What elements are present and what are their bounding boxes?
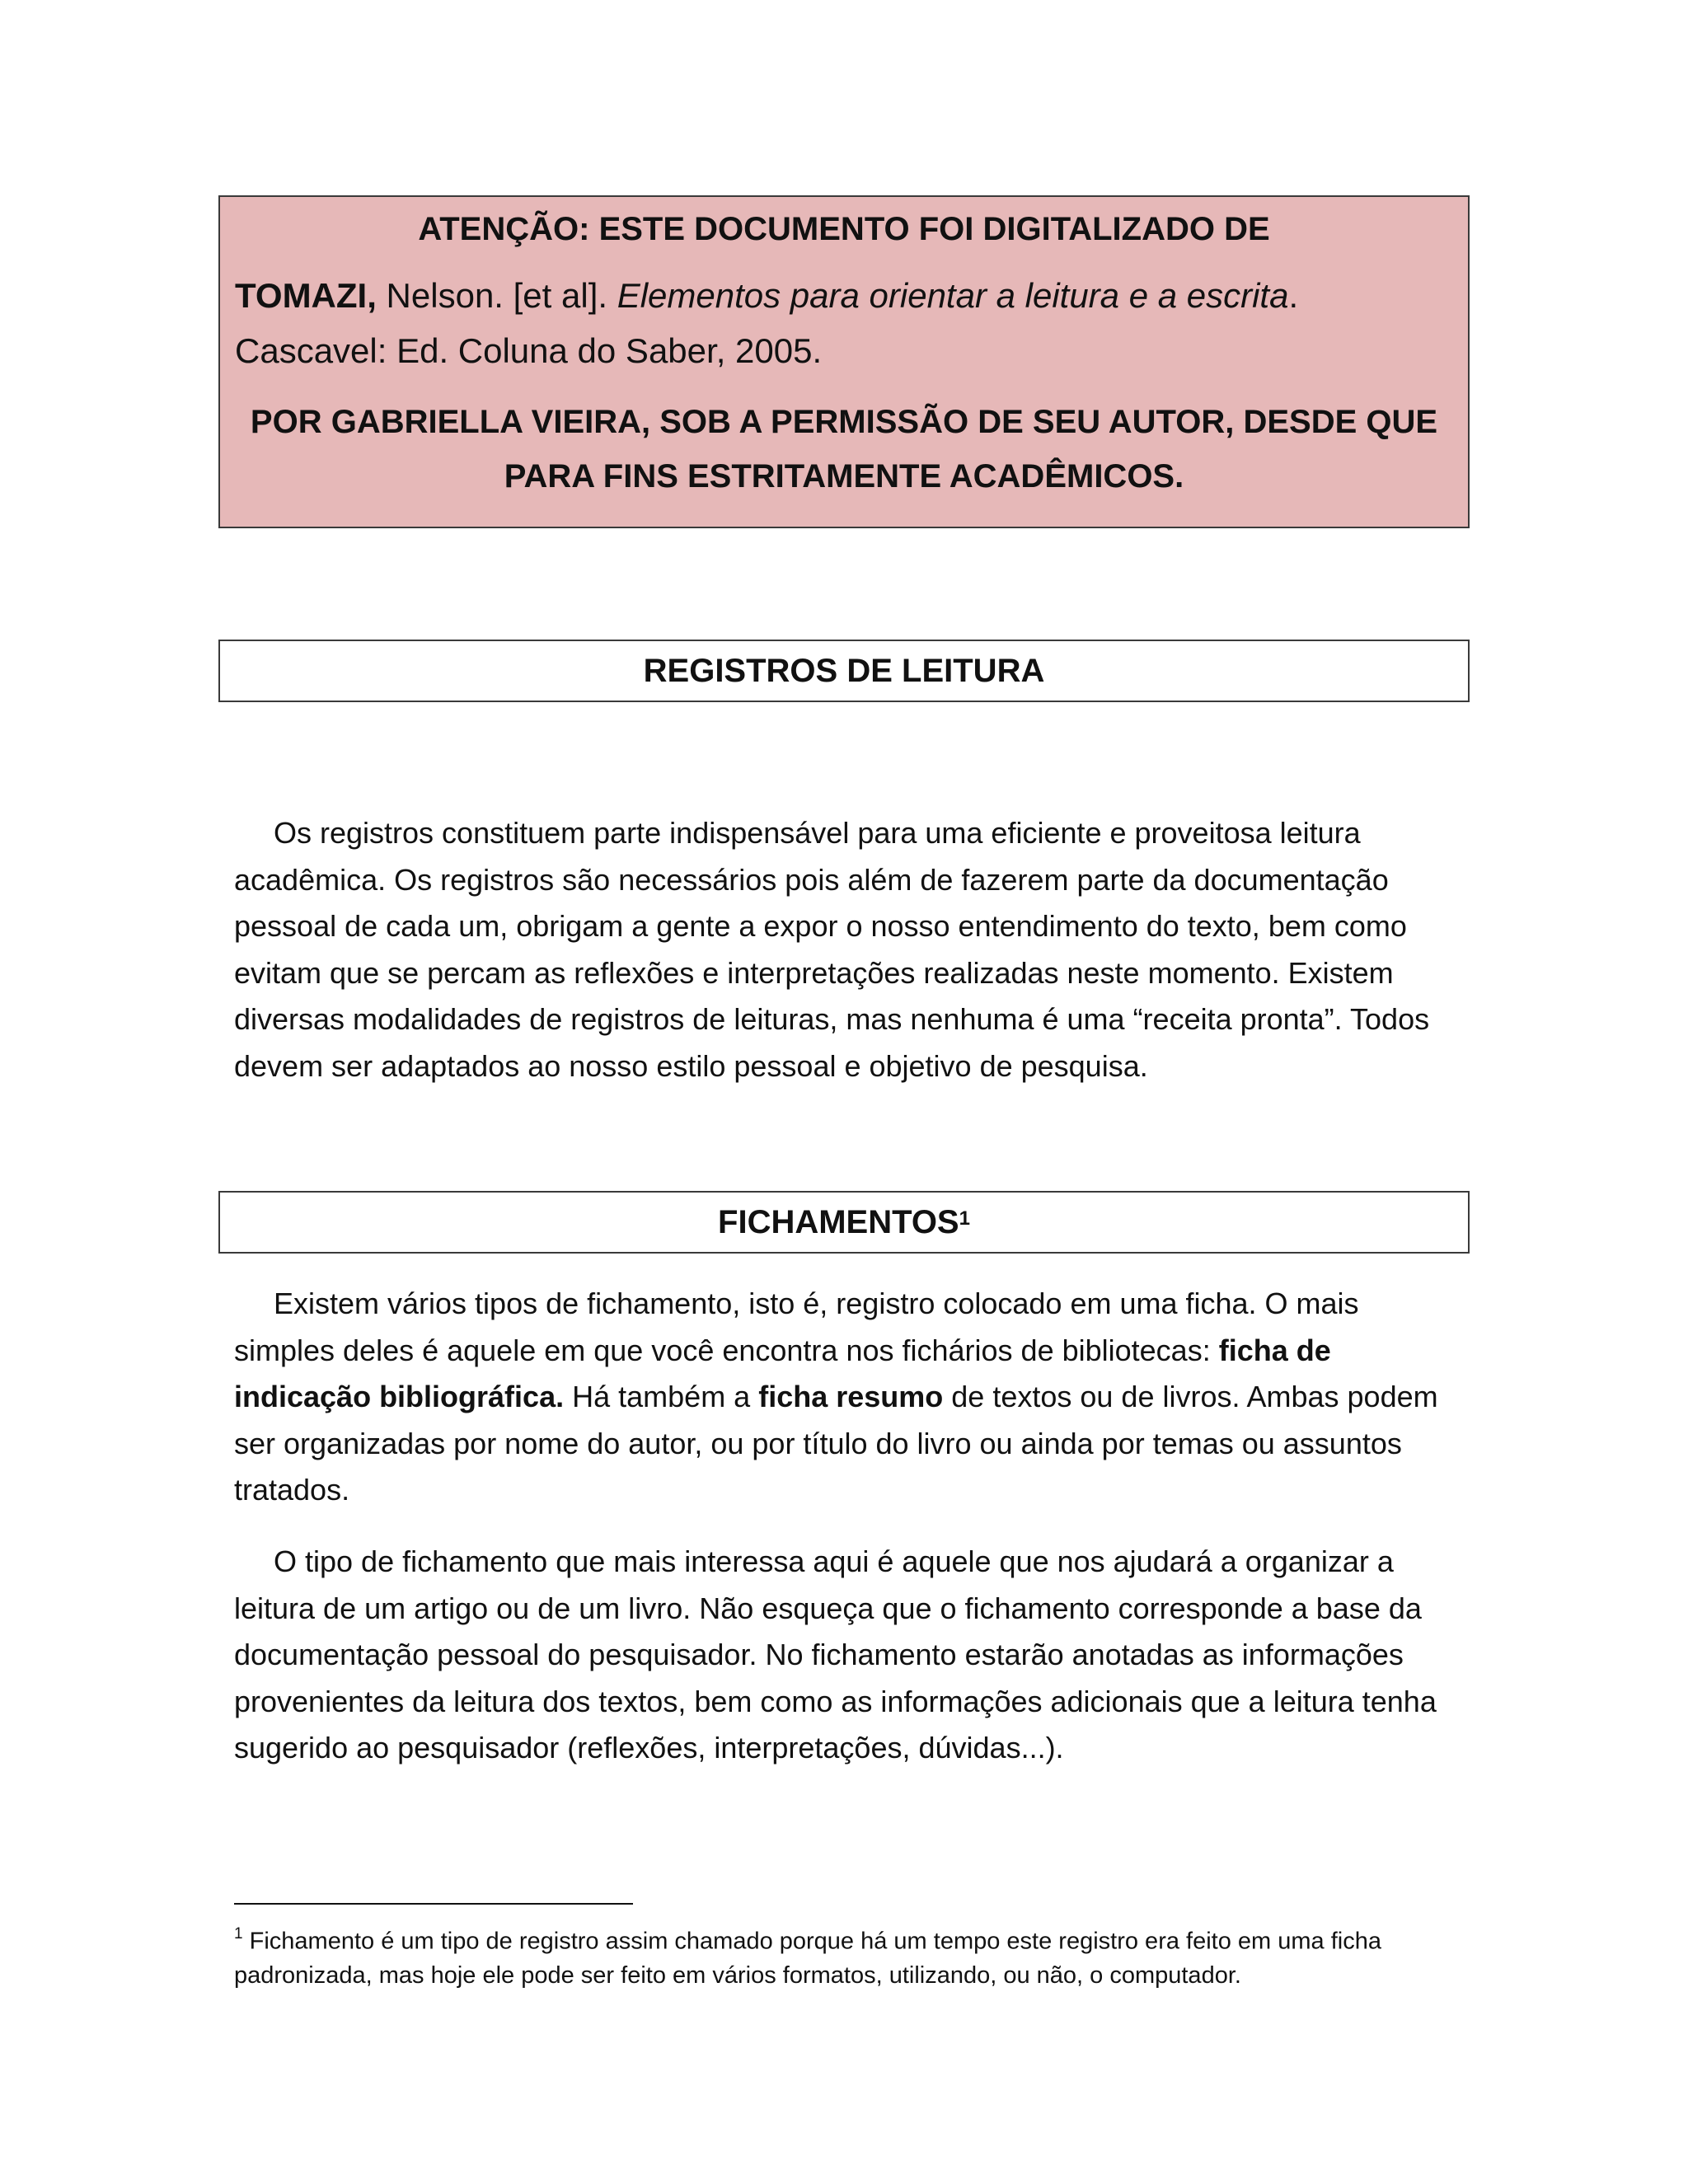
section-heading-fichamentos <box>218 1191 1470 1254</box>
footnote-mark: 1 <box>234 1925 243 1943</box>
citation-book-title: Elementos para orientar a leitura e a escrita <box>617 276 1289 315</box>
notice-citation <box>235 268 1453 378</box>
section-heading-fichamentos-text: FICHAMENTOS <box>718 1203 959 1240</box>
footnote-reference[interactable]: 1 <box>959 1207 970 1230</box>
fichamentos-p1-text-2: Há também a <box>564 1380 759 1413</box>
registros-paragraph: Os registros constituem parte indispensável para uma eficiente e proveitosa leitura acadêmica. Os registros são necessários pois além de fazerem parte da documentação pessoal de cada um, obrigam a gente a expor o nosso entendimento do texto, bem como evitam que se percam as reflexões e interpretações realizadas neste momento. Existem diversas modalidades de registros de leituras, mas nenhuma é uma “receita pronta”. Todos devem ser adaptados ao nosso estilo pessoal e objetivo de pesquisa. <box>234 816 1430 1083</box>
footnote-separator <box>234 1903 633 1905</box>
notice-permission: POR GABRIELLA VIEIRA, SOB A PERMISSÃO DE SEU AUTOR, DESDE QUE PARA FINS ESTRITAMENTE ACADÊMICOS. <box>250 404 1438 494</box>
citation-author: TOMAZI, <box>235 276 377 315</box>
fichamentos-p1-text-1: Existem vários tipos de fichamento, isto é, registro colocado em uma ficha. O mais simples deles é aquele em que você encontra nos fichários de bibliotecas: <box>234 1286 1359 1367</box>
digitization-notice <box>218 195 1470 528</box>
section-heading-registros-text: REGISTROS DE LEITURA <box>643 652 1045 689</box>
fichamentos-paragraph-1 <box>234 1281 1454 1514</box>
footnote-text: Fichamento é um tipo de registro assim chamado porque há um tempo este registro era feito em uma ficha padronizada, mas hoje ele pode ser feito em vários formatos, utilizando, ou não, o computador. <box>234 1928 1381 1989</box>
section-heading-registros <box>218 640 1470 702</box>
fichamentos-p1-text-3: de textos ou de livros. Ambas podem ser organizadas por nome do autor, ou por título do livro ou ainda por temas ou assuntos tratados. <box>234 1380 1438 1507</box>
footnote <box>234 1919 1454 1993</box>
citation-publisher: . Cascavel: Ed. Coluna do Saber, 2005. <box>235 276 1299 370</box>
notice-title: ATENÇÃO: ESTE DOCUMENTO FOI DIGITALIZADO DE <box>418 211 1270 247</box>
fichamentos-p1-bold-2: ficha resumo <box>758 1380 944 1413</box>
fichamentos-paragraph-2: O tipo de fichamento que mais interessa aqui é aquele que nos ajudará a organizar a leitura de um artigo ou de um livro. Não esqueça que o fichamento corresponde a base da documentação pessoal do pesquisador. No fichamento estarão anotadas as informações provenientes da leitura dos textos, bem como as informações adicionais que a leitura tenha sugerido ao pesquisador (reflexões, interpretações, dúvidas...). <box>234 1544 1437 1765</box>
citation-names: Nelson. [et al]. <box>376 276 617 315</box>
fichamentos-p1-bold-1: ficha de indicação bibliográfica. <box>234 1333 1331 1413</box>
